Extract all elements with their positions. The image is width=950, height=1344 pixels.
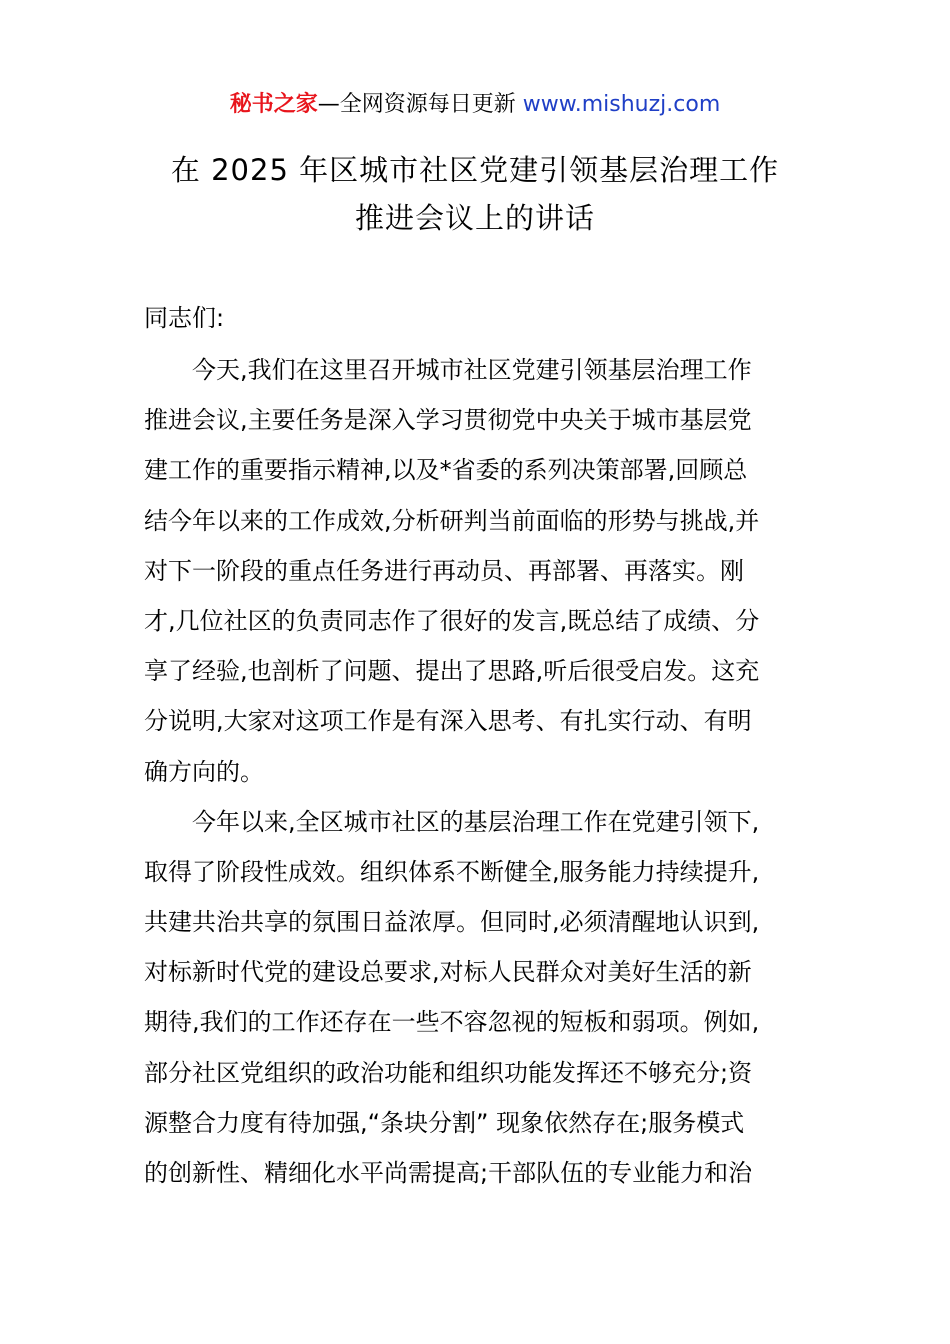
paragraph-1 [144, 345, 806, 797]
speech-body [144, 345, 806, 1198]
header-tagline: 全网资源每日更新 [339, 92, 523, 117]
header-separator: — [317, 92, 340, 117]
paragraph-line: 今年以来,全区城市社区的基层治理工作在党建引领下, [192, 807, 760, 836]
paragraph-line: 取得了阶段性成效。组织体系不断健全,服务能力持续提升, [144, 857, 760, 886]
document-title [0, 146, 950, 242]
paragraph-2 [144, 797, 806, 1199]
paragraph-line: 共建共治共享的氛围日益浓厚。但同时,必须清醒地认识到, [144, 908, 760, 937]
paragraph-line: 部分社区党组织的政治功能和组织功能发挥还不够充分;资 [144, 1058, 753, 1087]
paragraph-line: 确方向的。 [144, 757, 264, 786]
paragraph-line: 源整合力度有待加强,“条块分割” 现象依然存在;服务模式 [144, 1108, 745, 1137]
title-line-2: 推进会议上的讲话 [354, 201, 595, 235]
site-header [0, 88, 950, 122]
paragraph-line: 才,几位社区的负责同志作了很好的发言,既总结了成绩、分 [144, 606, 760, 635]
paragraph-line: 对下一阶段的重点任务进行再动员、再部署、再落实。刚 [144, 556, 744, 585]
paragraph-line: 分说明,大家对这项工作是有深入思考、有扎实行动、有明 [144, 707, 752, 736]
paragraph-line: 建工作的重要指示精神,以及*省委的系列决策部署,回顾总 [144, 456, 748, 485]
title-line-1: 在 2025 年区城市社区党建引领基层治理工作 [170, 153, 780, 187]
paragraph-line: 的创新性、精细化水平尚需提高;干部队伍的专业能力和治 [144, 1159, 753, 1187]
paragraph-line: 今天,我们在这里召开城市社区党建引领基层治理工作 [192, 356, 752, 384]
paragraph-line: 结今年以来的工作成效,分析研判当前面临的形势与挑战,并 [144, 506, 760, 535]
paragraph-line: 推进会议,主要任务是深入学习贯彻党中央关于城市基层党 [144, 406, 752, 435]
paragraph-line: 对标新时代党的建设总要求,对标人民群众对美好生活的新 [144, 958, 752, 987]
paragraph-line: 享了经验,也剖析了问题、提出了思路,听后很受启发。这充 [144, 657, 760, 686]
brand-name: 秘书之家 [229, 92, 318, 117]
salutation: 同志们: [144, 304, 225, 332]
site-url-link[interactable]: www.mishuzj.com [522, 92, 721, 117]
paragraph-line: 期待,我们的工作还存在一些不容忽视的短板和弱项。例如, [144, 1008, 760, 1037]
